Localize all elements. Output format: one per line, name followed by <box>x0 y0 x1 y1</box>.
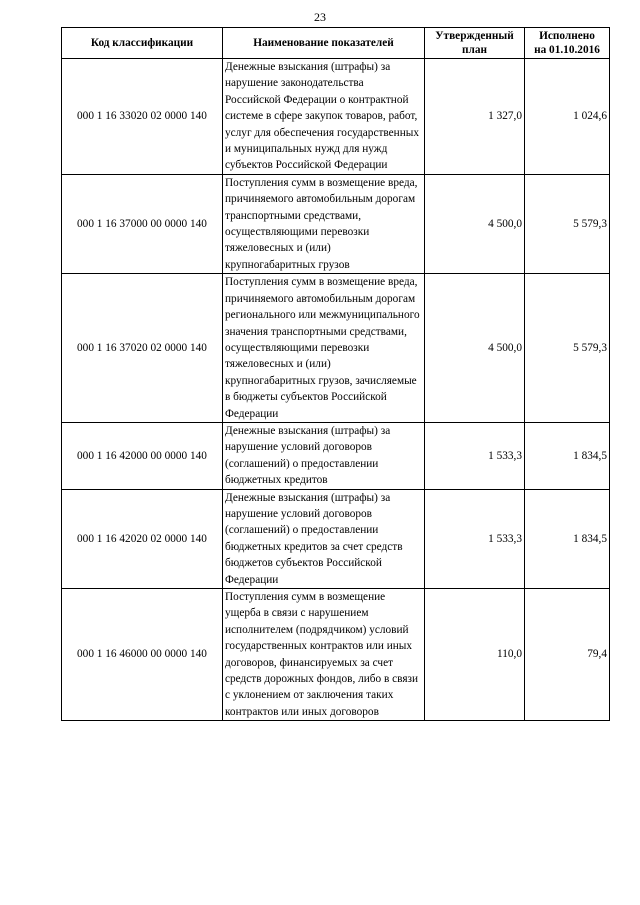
header-done-line1: Исполнено <box>539 30 595 42</box>
header-plan-line1: Утвержденный <box>435 30 514 42</box>
row-plan: 1 327,0 <box>425 59 525 175</box>
row-plan: 4 500,0 <box>425 174 525 273</box>
table-row <box>62 489 610 588</box>
row-name: Денежные взыскания (штрафы) за нарушение законодательства Российской Федерации о контрактной системе в сфере закупок товаров, работ, услуг для обеспечения государственных и муниципальных нужд для нужд субъектов Российской Федерации <box>223 59 425 175</box>
row-done: 5 579,3 <box>525 274 610 423</box>
row-done: 1 834,5 <box>525 489 610 588</box>
header-done-line2: на 01.10.2016 <box>534 44 600 56</box>
row-code: 000 1 16 33020 02 0000 140 <box>62 59 223 175</box>
row-done: 1 024,6 <box>525 59 610 175</box>
header-name: Наименование показателей <box>223 28 425 59</box>
row-plan: 4 500,0 <box>425 274 525 423</box>
table-header-row <box>62 28 610 59</box>
row-code: 000 1 16 37000 00 0000 140 <box>62 174 223 273</box>
row-code: 000 1 16 42020 02 0000 140 <box>62 489 223 588</box>
row-code: 000 1 16 42000 00 0000 140 <box>62 422 223 489</box>
header-code: Код классификации <box>62 28 223 59</box>
table-row <box>62 174 610 273</box>
row-name: Поступления сумм в возмещение ущерба в связи с нарушением исполнителем (подрядчиком) условий государственных контрактов или иных договоров, финансируемых за счет средств дорожных фондов, либо в связи с уклонением от заключения таких контрактов или иных договоров <box>223 589 425 721</box>
row-done: 1 834,5 <box>525 422 610 489</box>
table-row <box>62 422 610 489</box>
table-row <box>62 274 610 423</box>
row-plan: 1 533,3 <box>425 422 525 489</box>
row-name: Поступления сумм в возмещение вреда, причиняемого автомобильным дорогам транспортными средствами, осуществляющими перевозки тяжеловесных и (или) крупногабаритных грузов <box>223 174 425 273</box>
table-row <box>62 589 610 721</box>
row-done: 5 579,3 <box>525 174 610 273</box>
row-name: Денежные взыскания (штрафы) за нарушение условий договоров (соглашений) о предоставлении бюджетных кредитов <box>223 422 425 489</box>
row-name: Поступления сумм в возмещение вреда, причиняемого автомобильным дорогам регионального или межмуниципального значения транспортными средствами, осуществляющими перевозки тяжеловесных и (или) крупногабаритных грузов, зачисляемые в бюджеты субъектов Российской Федерации <box>223 274 425 423</box>
row-name: Денежные взыскания (штрафы) за нарушение условий договоров (соглашений) о предоставлении бюджетных кредитов за счет средств бюджетов субъектов Российской Федерации <box>223 489 425 588</box>
header-plan <box>425 28 525 59</box>
row-code: 000 1 16 46000 00 0000 140 <box>62 589 223 721</box>
header-plan-line2: план <box>461 44 487 56</box>
header-done <box>525 28 610 59</box>
page-number: 23 <box>314 10 326 24</box>
row-done: 79,4 <box>525 589 610 721</box>
row-plan: 110,0 <box>425 589 525 721</box>
row-code: 000 1 16 37020 02 0000 140 <box>62 274 223 423</box>
table-row <box>62 59 610 175</box>
row-plan: 1 533,3 <box>425 489 525 588</box>
revenue-table <box>61 27 610 721</box>
